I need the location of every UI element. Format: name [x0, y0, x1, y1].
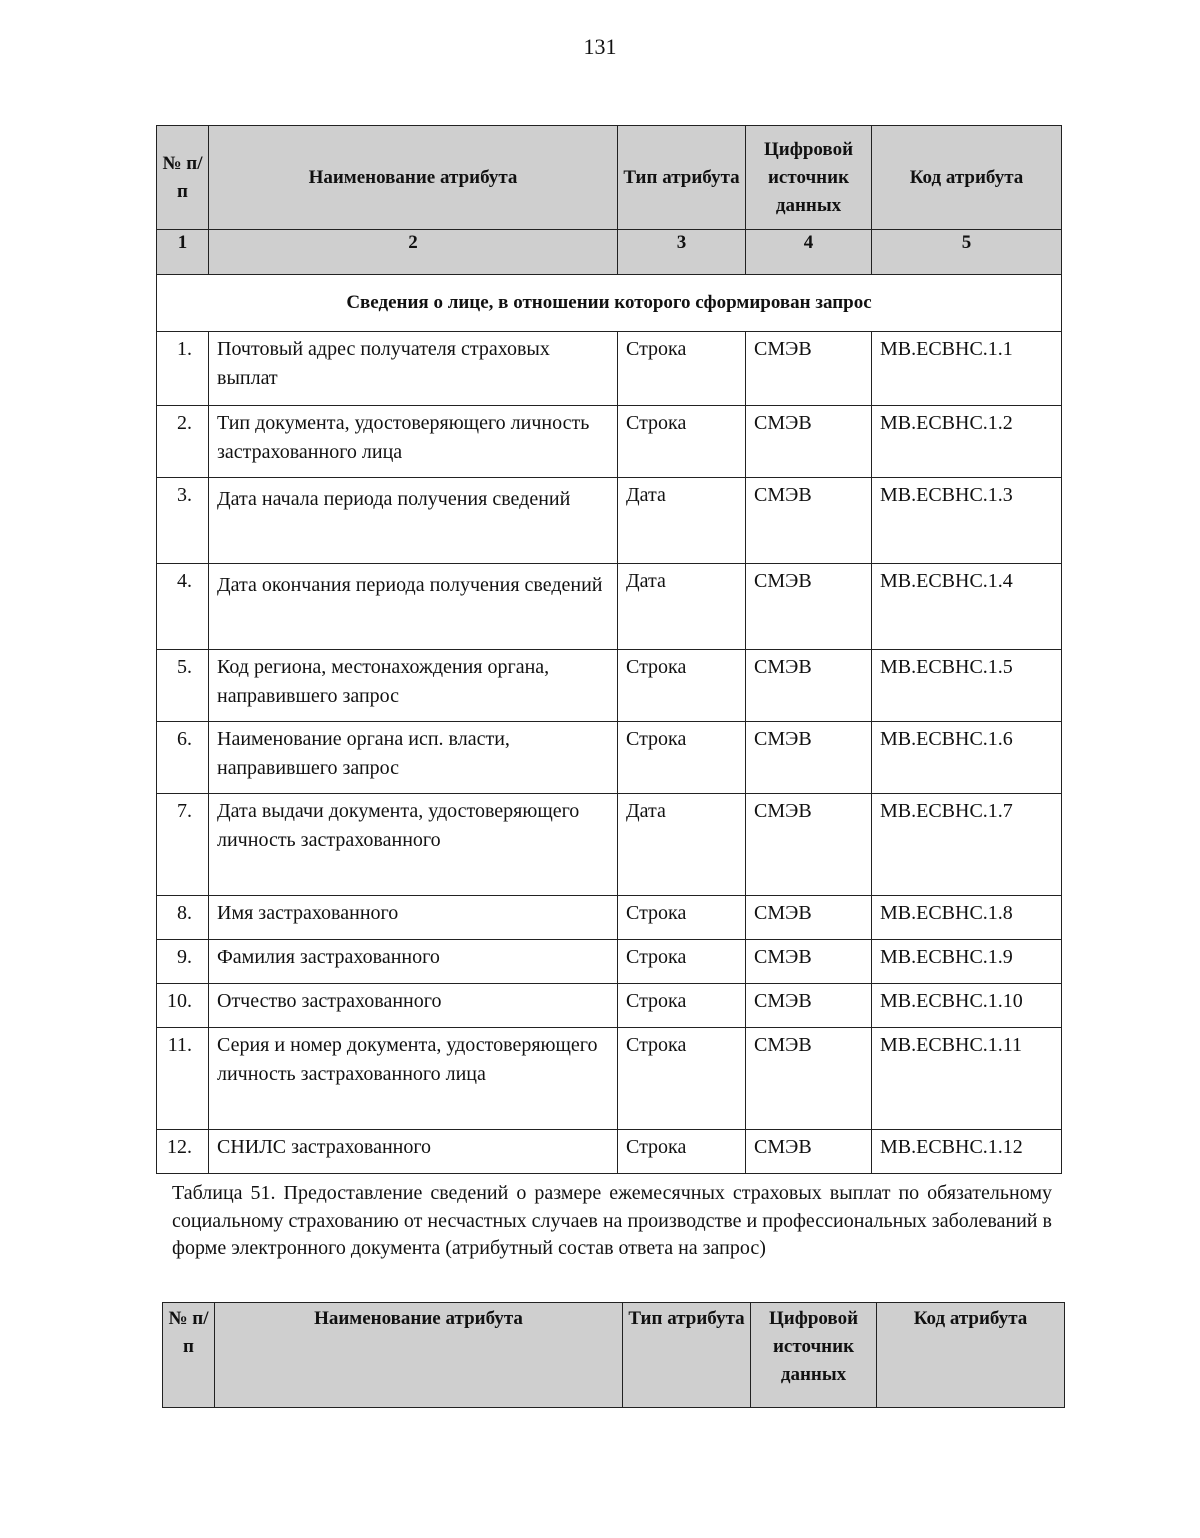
attribute-name: Тип документа, удостоверяющего личность застрахованного лица [209, 406, 618, 478]
header-attribute-type: Тип атрибута [618, 126, 746, 230]
table-row [157, 478, 1062, 564]
attribute-name: Фамилия застрахованного [209, 940, 618, 984]
column-number: 3 [618, 230, 746, 275]
attribute-code: MB.ECBHC.1.11 [872, 1028, 1062, 1130]
table-row [157, 1130, 1062, 1174]
attribute-name: Серия и номер документа, удостоверяющего личность застрахованного лица [209, 1028, 618, 1130]
attribute-code: MB.ECBHC.1.7 [872, 794, 1062, 896]
table-caption: Таблица 51. Предоставление сведений о размере ежемесячных страховых выплат по обязательному социальному страхованию от несчастных случаев на производстве и профессиональных заболеваний в форме электронного документа (атрибутный состав ответа на запрос) [172, 1182, 1052, 1259]
row-number: 12. [157, 1130, 209, 1174]
attribute-code: MB.ECBHC.1.3 [872, 478, 1062, 564]
table-row [157, 406, 1062, 478]
table-row [157, 332, 1062, 406]
data-source: СМЭВ [746, 478, 872, 564]
table-row [157, 794, 1062, 896]
data-source: СМЭВ [746, 332, 872, 406]
row-number: 8. [157, 896, 209, 940]
attribute-code: MB.ECBHC.1.2 [872, 406, 1062, 478]
row-number: 3. [157, 478, 209, 564]
attribute-type: Строка [618, 940, 746, 984]
attribute-type: Строка [618, 332, 746, 406]
column-number: 4 [746, 230, 872, 275]
table-header-row [157, 126, 1062, 230]
header-attribute-code: Код атрибута [877, 1303, 1065, 1408]
data-source: СМЭВ [746, 940, 872, 984]
attribute-code: MB.ECBHC.1.5 [872, 650, 1062, 722]
header-data-source: Цифровой источник данных [751, 1303, 877, 1408]
attribute-type: Строка [618, 722, 746, 794]
table-row [157, 564, 1062, 650]
attribute-name: Код региона, местонахождения органа, направившего запрос [209, 650, 618, 722]
data-source: СМЭВ [746, 896, 872, 940]
data-source: СМЭВ [746, 794, 872, 896]
attribute-type: Строка [618, 984, 746, 1028]
column-number-row [157, 230, 1062, 275]
attribute-type: Строка [618, 406, 746, 478]
row-number: 10. [157, 984, 209, 1028]
section-row [157, 275, 1062, 332]
attribute-code: MB.ECBHC.1.10 [872, 984, 1062, 1028]
header-attribute-code: Код атрибута [872, 126, 1062, 230]
data-source: СМЭВ [746, 564, 872, 650]
row-number: 7. [157, 794, 209, 896]
table-header-row [163, 1303, 1065, 1408]
row-number: 6. [157, 722, 209, 794]
column-number: 2 [209, 230, 618, 275]
attribute-name: Дата окончания периода получения сведений [209, 564, 618, 650]
column-number: 5 [872, 230, 1062, 275]
attribute-name: Почтовый адрес получателя страховых выплат [209, 332, 618, 406]
data-source: СМЭВ [746, 722, 872, 794]
section-title: Сведения о лице, в отношении которого сформирован запрос [157, 275, 1062, 332]
attribute-type: Дата [618, 564, 746, 650]
response-attribute-table [162, 1302, 1065, 1408]
table-row [157, 722, 1062, 794]
page-number: 131 [583, 34, 617, 59]
attribute-code: MB.ECBHC.1.6 [872, 722, 1062, 794]
header-attribute-name: Наименование атрибута [209, 126, 618, 230]
header-number: № п/п [163, 1303, 215, 1408]
attribute-type: Строка [618, 1130, 746, 1174]
row-number: 9. [157, 940, 209, 984]
attribute-type: Дата [618, 478, 746, 564]
row-number: 5. [157, 650, 209, 722]
row-number: 4. [157, 564, 209, 650]
attribute-name: Дата начала периода получения сведений [209, 478, 618, 564]
attribute-type: Строка [618, 896, 746, 940]
table-row [157, 1028, 1062, 1130]
row-number: 11. [157, 1028, 209, 1130]
column-number: 1 [157, 230, 209, 275]
row-number: 1. [157, 332, 209, 406]
attribute-type: Дата [618, 794, 746, 896]
data-source: СМЭВ [746, 1028, 872, 1130]
attribute-code: MB.ECBHC.1.9 [872, 940, 1062, 984]
attribute-code: MB.ECBHC.1.12 [872, 1130, 1062, 1174]
attribute-name: Дата выдачи документа, удостоверяющего личность застрахованного [209, 794, 618, 896]
attribute-name: Наименование органа исп. власти, направившего запрос [209, 722, 618, 794]
attribute-name: СНИЛС застрахованного [209, 1130, 618, 1174]
attribute-name: Отчество застрахованного [209, 984, 618, 1028]
attribute-type: Строка [618, 1028, 746, 1130]
data-source: СМЭВ [746, 406, 872, 478]
data-source: СМЭВ [746, 1130, 872, 1174]
header-data-source: Цифровой источник данных [746, 126, 872, 230]
attribute-table [156, 125, 1062, 1174]
attribute-code: MB.ECBHC.1.1 [872, 332, 1062, 406]
attribute-code: MB.ECBHC.1.4 [872, 564, 1062, 650]
header-attribute-name: Наименование атрибута [215, 1303, 623, 1408]
header-number: № п/п [157, 126, 209, 230]
table-row [157, 984, 1062, 1028]
attribute-name: Имя застрахованного [209, 896, 618, 940]
header-attribute-type: Тип атрибута [623, 1303, 751, 1408]
row-number: 2. [157, 406, 209, 478]
table-row [157, 896, 1062, 940]
data-source: СМЭВ [746, 650, 872, 722]
attribute-code: MB.ECBHC.1.8 [872, 896, 1062, 940]
table-row [157, 940, 1062, 984]
data-source: СМЭВ [746, 984, 872, 1028]
attribute-type: Строка [618, 650, 746, 722]
table-row [157, 650, 1062, 722]
